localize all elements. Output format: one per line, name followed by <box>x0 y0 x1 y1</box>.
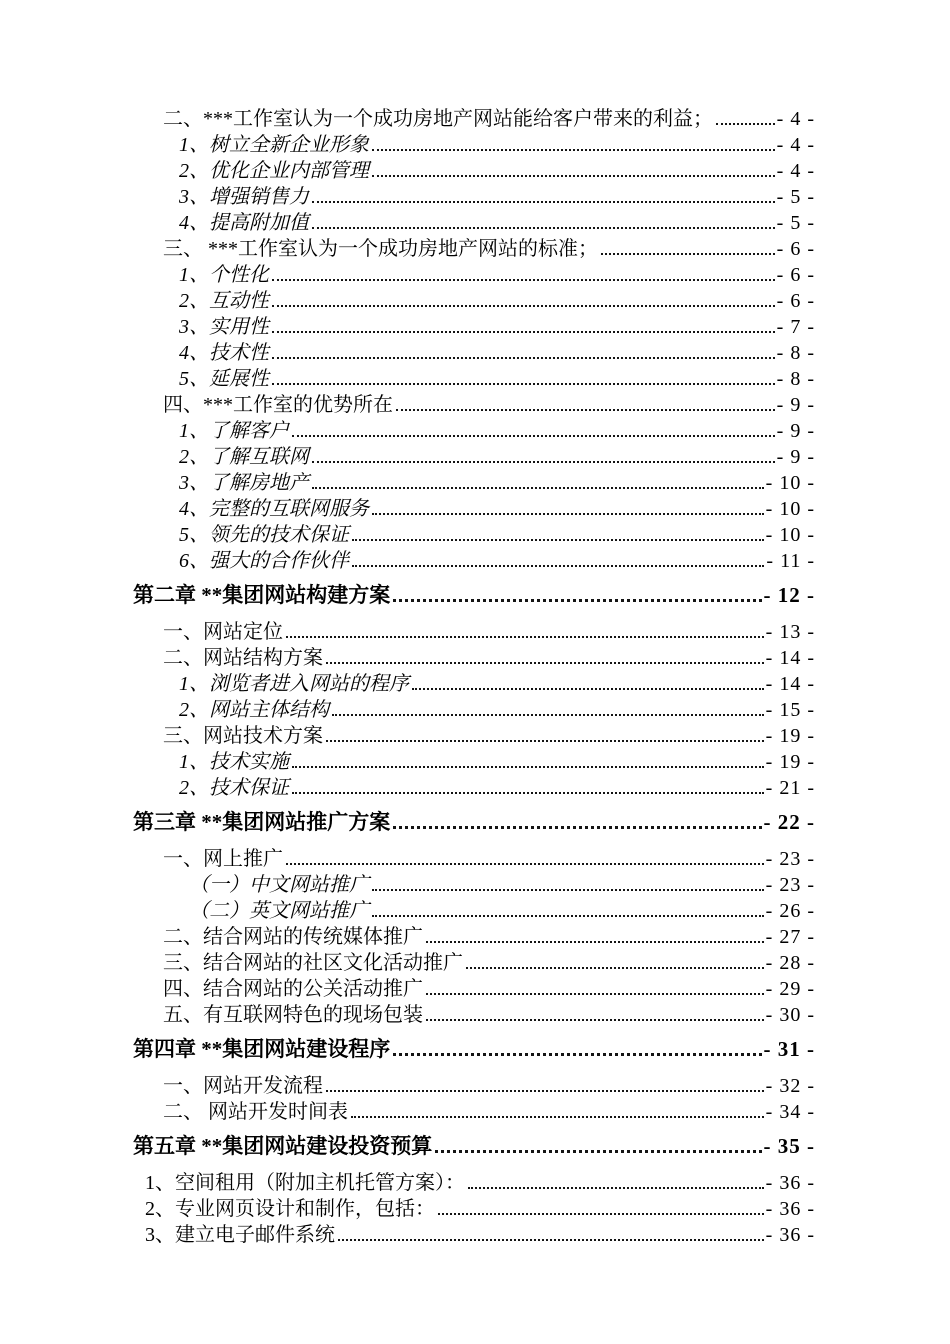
toc-entry-title: 3、建立电子邮件系统 <box>145 1224 335 1246</box>
dot-leader <box>326 740 764 742</box>
toc-entry-page: - 14 - <box>765 647 815 669</box>
toc-entry-page: - 5 - <box>776 212 815 234</box>
toc-entry-title: 第三章 **集团网站推广方案 <box>133 810 391 834</box>
dot-leader <box>292 435 775 437</box>
toc-entry-page: - 6 - <box>776 290 815 312</box>
toc-entry-page: - 4 - <box>776 108 815 130</box>
toc-entry-title: 一、网上推广 <box>163 848 283 870</box>
toc-entry-title: 5、领先的技术保证 <box>179 524 349 546</box>
toc-entry[interactable] <box>133 582 815 608</box>
dot-leader <box>351 1116 764 1118</box>
toc-entry-title: 2、网站主体结构 <box>179 699 329 721</box>
dot-leader <box>426 993 764 995</box>
dot-leader <box>372 149 775 151</box>
toc-entry-title: 2、了解互联网 <box>179 446 309 468</box>
toc-entry-title: 第二章 **集团网站构建方案 <box>133 583 391 607</box>
toc-entry-title: 4、完整的互联网服务 <box>179 498 369 520</box>
toc-entry-title: 五、有互联网特色的现场包装 <box>163 1004 423 1026</box>
toc-entry-page: - 14 - <box>765 673 815 695</box>
toc-entry[interactable] <box>133 314 815 340</box>
toc-entry-page: - 12 - <box>763 583 815 607</box>
toc-entry[interactable] <box>133 1170 815 1196</box>
dot-leader <box>338 1239 764 1241</box>
toc-entry[interactable] <box>133 1073 815 1099</box>
toc-entry-page: - 13 - <box>765 621 815 643</box>
toc-entry-title: 三、结合网站的社区文化活动推广 <box>163 952 463 974</box>
toc-entry-title: 三、网站技术方案 <box>163 725 323 747</box>
toc-entry[interactable] <box>133 158 815 184</box>
dot-leader <box>312 227 775 229</box>
dot-leader <box>272 357 775 359</box>
toc-entry-title: 6、强大的合作伙伴 <box>179 550 349 572</box>
toc-entry[interactable] <box>133 184 815 210</box>
toc-entry[interactable] <box>133 1002 815 1028</box>
toc-entry[interactable] <box>133 1099 815 1125</box>
dot-leader <box>716 123 775 125</box>
toc-entry-title: 2、技术保证 <box>179 777 289 799</box>
dot-leader <box>332 714 764 716</box>
toc-entry-title: 3、实用性 <box>179 316 269 338</box>
toc-entry-page: - 11 - <box>766 550 815 572</box>
toc-entry[interactable] <box>133 775 815 801</box>
toc-entry[interactable] <box>133 1222 815 1248</box>
dot-leader <box>438 1213 764 1215</box>
toc-entry-title: 三、 ***工作室认为一个成功房地产网站的标准； <box>163 238 598 260</box>
toc-entry-title: 3、了解房地产 <box>179 472 309 494</box>
toc-entry-page: - 10 - <box>765 498 815 520</box>
dot-leader <box>601 253 775 255</box>
dot-leader <box>426 1019 764 1021</box>
toc-entry-title: 二、***工作室认为一个成功房地产网站能给客户带来的利益； <box>163 108 713 130</box>
toc-entry[interactable] <box>133 1133 815 1159</box>
toc-entry-page: - 36 - <box>765 1224 815 1246</box>
toc-entry[interactable] <box>133 697 815 723</box>
toc-entry[interactable] <box>133 1196 815 1222</box>
toc-entry[interactable] <box>133 924 815 950</box>
toc-entry-title: 3、增强销售力 <box>179 186 309 208</box>
toc-entry-page: - 34 - <box>765 1101 815 1123</box>
dot-leader <box>393 1053 761 1056</box>
toc-entry-title: 5、延展性 <box>179 368 269 390</box>
toc-entry-page: - 10 - <box>765 524 815 546</box>
toc-entry[interactable] <box>133 619 815 645</box>
toc-entry-title: 1、了解客户 <box>179 420 289 442</box>
toc-entry[interactable] <box>133 236 815 262</box>
toc-entry[interactable] <box>133 846 815 872</box>
toc-entry[interactable] <box>133 340 815 366</box>
dot-leader <box>272 383 775 385</box>
dot-leader <box>372 915 764 917</box>
dot-leader <box>435 1150 761 1153</box>
toc-entry[interactable] <box>133 671 815 697</box>
toc-entry-page: - 10 - <box>765 472 815 494</box>
dot-leader <box>352 565 764 567</box>
toc-entry-page: - 23 - <box>765 848 815 870</box>
toc-entry-page: - 7 - <box>776 316 815 338</box>
dot-leader <box>326 662 764 664</box>
toc-entry-page: - 35 - <box>763 1134 815 1158</box>
toc-entry[interactable] <box>133 132 815 158</box>
toc-entry-title: 1、技术实施 <box>179 751 289 773</box>
toc-entry-page: - 23 - <box>765 874 815 896</box>
toc-entry-title: 2、优化企业内部管理 <box>179 160 369 182</box>
toc-entry[interactable] <box>133 1036 815 1062</box>
toc-entry-page: - 9 - <box>776 420 815 442</box>
toc-entry-title: 二、网站结构方案 <box>163 647 323 669</box>
toc-list <box>133 106 815 1248</box>
toc-entry[interactable] <box>133 950 815 976</box>
toc-entry-title: 第五章 **集团网站建设投资预算 <box>133 1134 433 1158</box>
toc-entry[interactable] <box>133 470 815 496</box>
dot-leader <box>286 863 764 865</box>
toc-entry-title: 二、 网站开发时间表 <box>163 1101 348 1123</box>
toc-entry-title: 1、浏览者进入网站的程序 <box>179 673 409 695</box>
dot-leader <box>312 487 764 489</box>
toc-entry[interactable] <box>133 444 815 470</box>
toc-entry[interactable] <box>133 548 815 574</box>
toc-entry-page: - 8 - <box>776 342 815 364</box>
dot-leader <box>393 826 761 829</box>
toc-entry[interactable] <box>133 106 815 132</box>
toc-entry[interactable] <box>133 749 815 775</box>
dot-leader <box>272 331 775 333</box>
toc-entry-page: - 4 - <box>776 134 815 156</box>
dot-leader <box>292 792 764 794</box>
dot-leader <box>426 941 764 943</box>
toc-entry-page: - 28 - <box>765 952 815 974</box>
dot-leader <box>396 409 775 411</box>
toc-entry[interactable] <box>133 210 815 236</box>
dot-leader <box>272 279 775 281</box>
toc-entry-page: - 27 - <box>765 926 815 948</box>
toc-entry-page: - 19 - <box>765 725 815 747</box>
dot-leader <box>326 1090 764 1092</box>
toc-entry-page: - 4 - <box>776 160 815 182</box>
toc-entry-page: - 31 - <box>763 1037 815 1061</box>
toc-entry[interactable] <box>133 976 815 1002</box>
toc-entry[interactable] <box>133 366 815 392</box>
toc-entry-page: - 36 - <box>765 1172 815 1194</box>
toc-entry-page: - 9 - <box>776 446 815 468</box>
toc-entry-page: - 36 - <box>765 1198 815 1220</box>
toc-entry-page: - 29 - <box>765 978 815 1000</box>
dot-leader <box>352 539 764 541</box>
toc-entry-page: - 22 - <box>763 810 815 834</box>
dot-leader <box>372 513 764 515</box>
toc-entry[interactable] <box>133 898 815 924</box>
toc-entry-page: - 30 - <box>765 1004 815 1026</box>
toc-entry[interactable] <box>133 392 815 418</box>
dot-leader <box>372 889 764 891</box>
dot-leader <box>468 1187 764 1189</box>
toc-entry[interactable] <box>133 288 815 314</box>
toc-entry-page: - 6 - <box>776 238 815 260</box>
toc-entry-page: - 5 - <box>776 186 815 208</box>
toc-entry[interactable] <box>133 645 815 671</box>
toc-entry-title: 一、网站开发流程 <box>163 1075 323 1097</box>
toc-entry-page: - 9 - <box>776 394 815 416</box>
toc-entry-page: - 8 - <box>776 368 815 390</box>
toc-entry[interactable] <box>133 522 815 548</box>
toc-entry[interactable] <box>133 418 815 444</box>
toc-entry-title: （一）中文网站推广 <box>189 874 369 896</box>
toc-entry-page: - 32 - <box>765 1075 815 1097</box>
toc-entry[interactable] <box>133 723 815 749</box>
dot-leader <box>372 175 775 177</box>
toc-entry-title: 2、专业网页设计和制作，包括： <box>145 1198 435 1220</box>
dot-leader <box>412 688 764 690</box>
toc-entry[interactable] <box>133 872 815 898</box>
toc-entry[interactable] <box>133 496 815 522</box>
toc-entry-title: （二）英文网站推广 <box>189 900 369 922</box>
toc-entry-page: - 26 - <box>765 900 815 922</box>
toc-entry-title: 1、树立全新企业形象 <box>179 134 369 156</box>
dot-leader <box>312 461 775 463</box>
dot-leader <box>286 636 764 638</box>
dot-leader <box>272 305 775 307</box>
toc-entry-title: 四、***工作室的优势所在 <box>163 394 393 416</box>
toc-entry-title: 一、网站定位 <box>163 621 283 643</box>
toc-entry-title: 二、结合网站的传统媒体推广 <box>163 926 423 948</box>
toc-entry-title: 第四章 **集团网站建设程序 <box>133 1037 391 1061</box>
toc-entry-page: - 6 - <box>776 264 815 286</box>
dot-leader <box>466 967 764 969</box>
toc-entry-title: 4、技术性 <box>179 342 269 364</box>
toc-entry[interactable] <box>133 262 815 288</box>
dot-leader <box>312 201 775 203</box>
toc-entry-title: 4、提高附加值 <box>179 212 309 234</box>
dot-leader <box>292 766 764 768</box>
dot-leader <box>393 599 761 602</box>
toc-entry-page: - 15 - <box>765 699 815 721</box>
toc-entry-page: - 19 - <box>765 751 815 773</box>
toc-entry-title: 1、空间租用（附加主机托管方案）： <box>145 1172 465 1194</box>
toc-entry-title: 2、互动性 <box>179 290 269 312</box>
toc-entry-title: 四、结合网站的公关活动推广 <box>163 978 423 1000</box>
toc-entry-page: - 21 - <box>765 777 815 799</box>
toc-entry[interactable] <box>133 809 815 835</box>
toc-entry-title: 1、个性化 <box>179 264 269 286</box>
